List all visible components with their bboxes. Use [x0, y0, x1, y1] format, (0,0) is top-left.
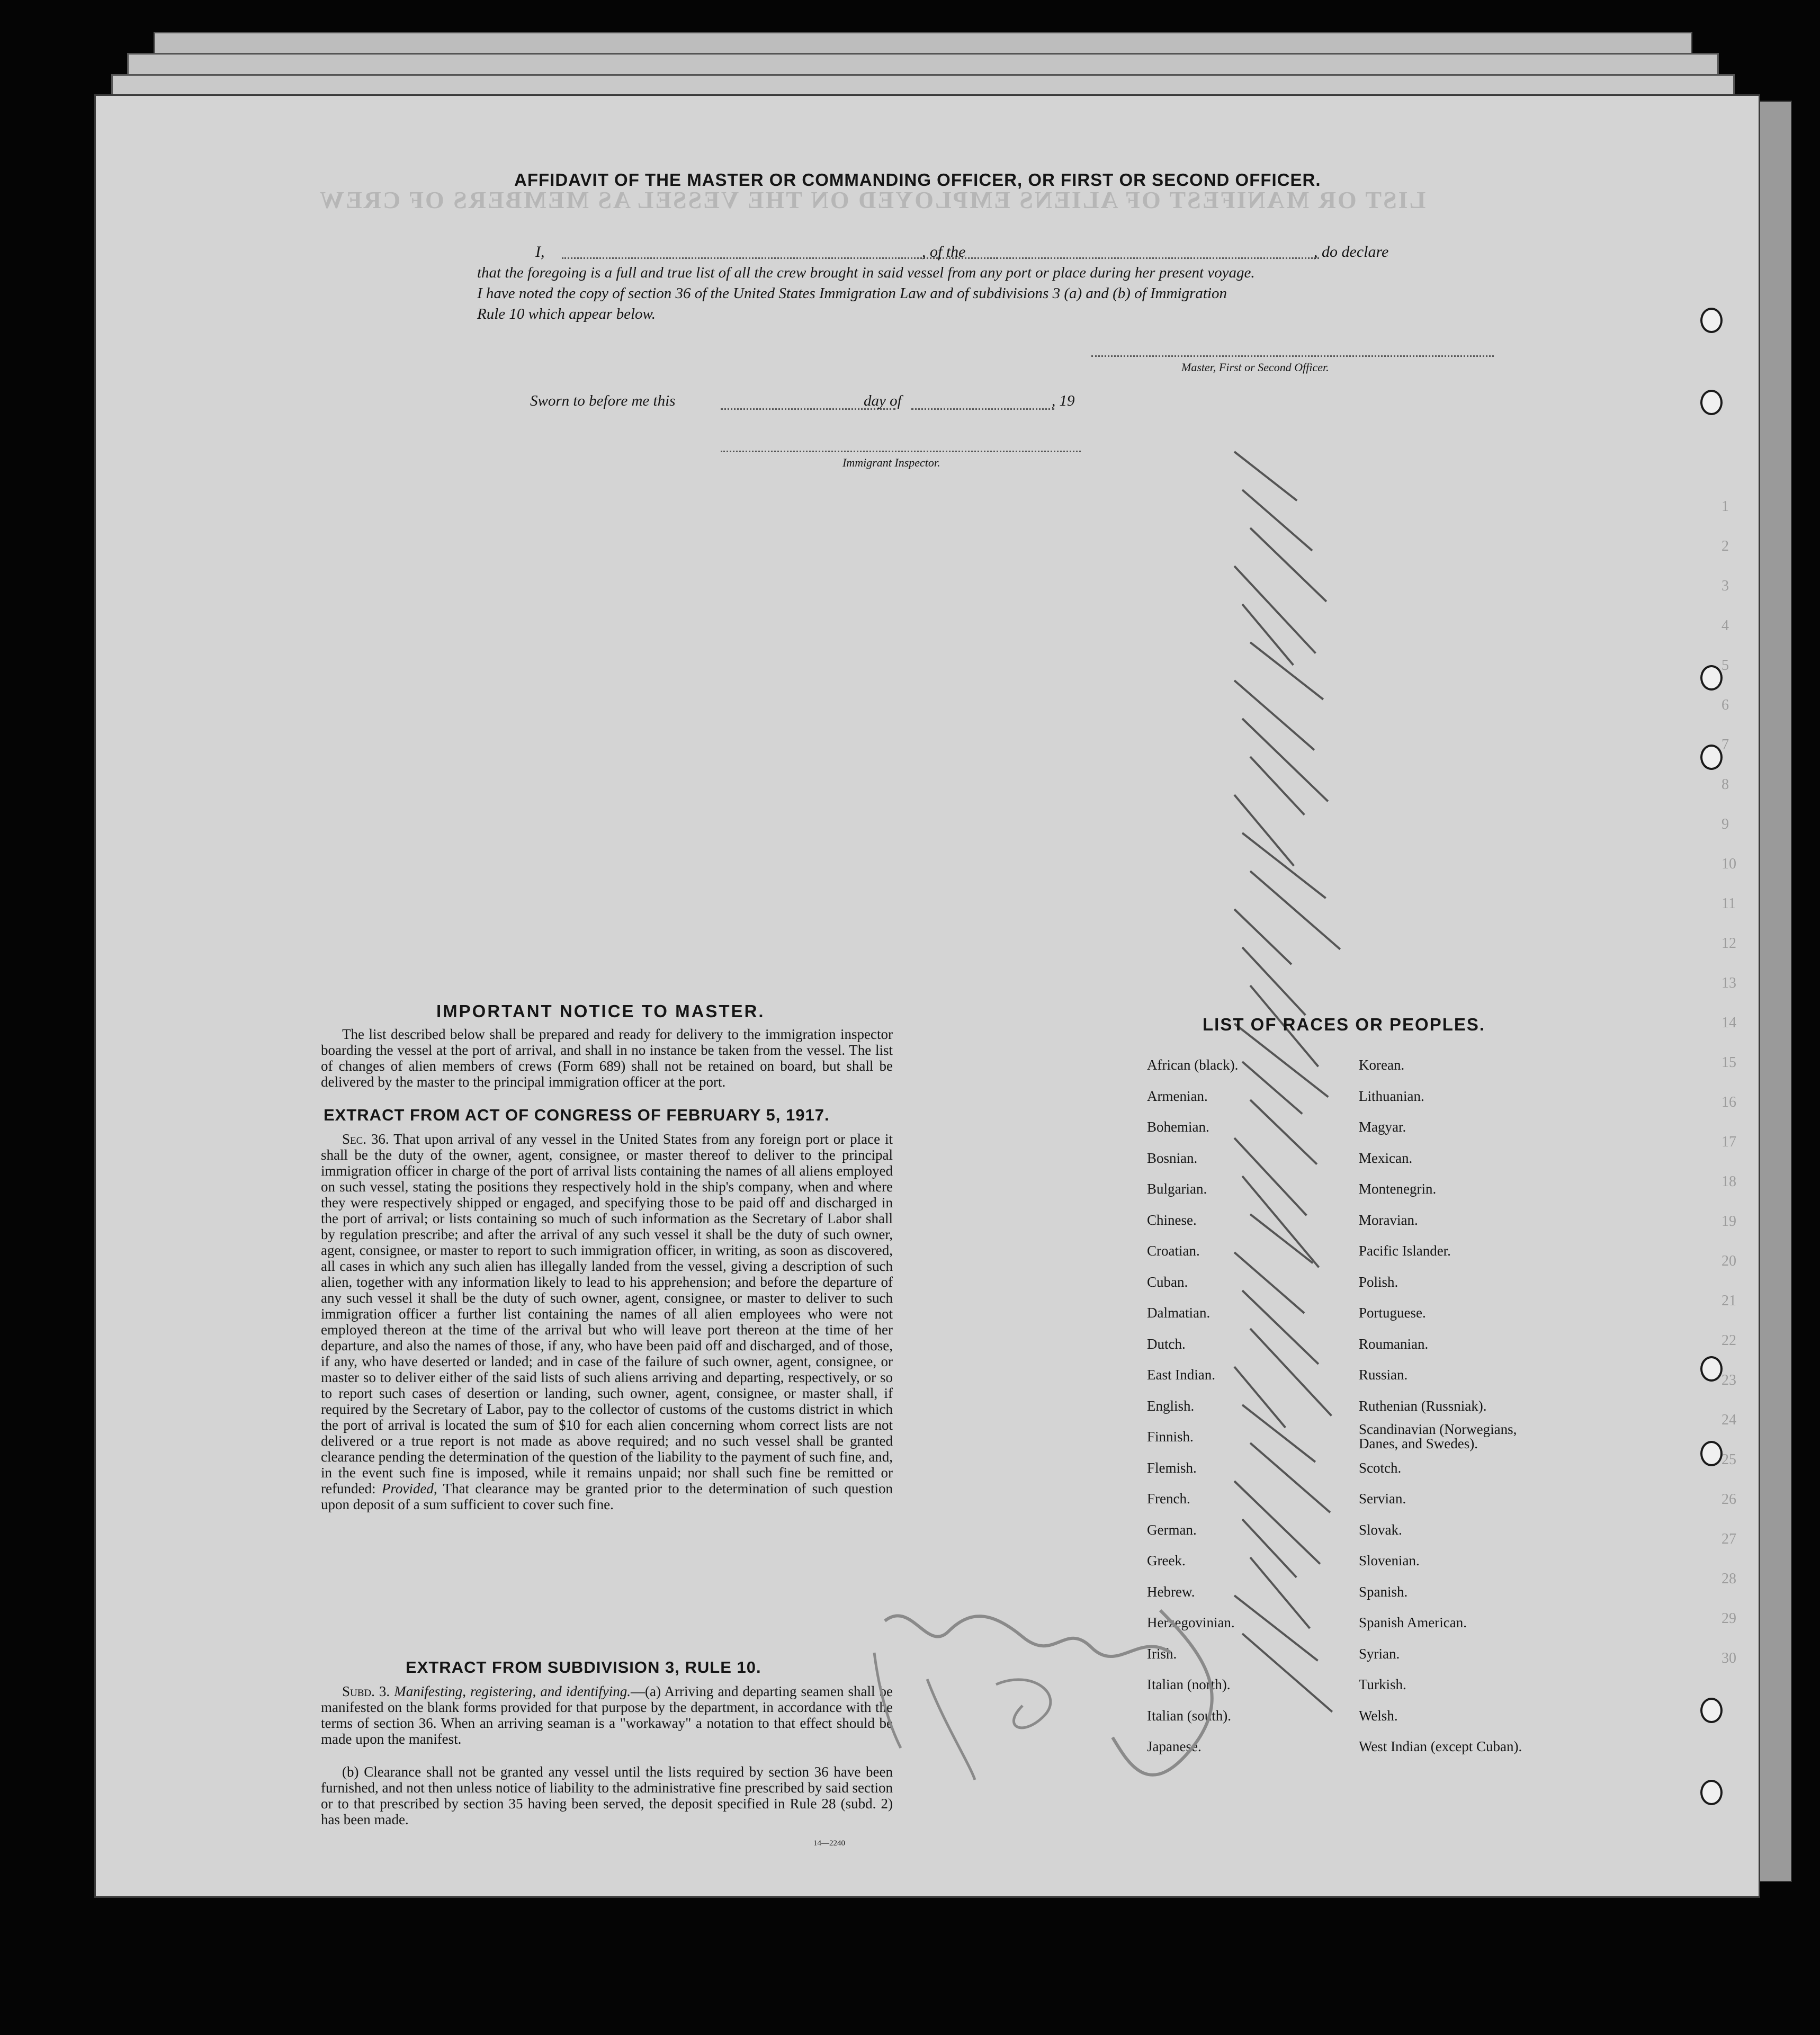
- race-item: Servian.: [1359, 1491, 1406, 1507]
- race-item: Moravian.: [1359, 1212, 1418, 1228]
- race-item: African (black).: [1147, 1057, 1239, 1073]
- race-item: Armenian.: [1147, 1088, 1208, 1104]
- extract-act-body: [321, 1131, 893, 1512]
- race-item: Dutch.: [1147, 1335, 1186, 1352]
- affidavit-do-declare: , do declare: [1314, 243, 1389, 261]
- race-item: Turkish.: [1359, 1677, 1406, 1692]
- punch-hole: [1700, 1698, 1723, 1723]
- race-item: Mexican.: [1359, 1150, 1413, 1166]
- race-item: Herzegovinian.: [1147, 1615, 1235, 1630]
- race-item: French.: [1147, 1491, 1190, 1507]
- race-item: Finnish.: [1147, 1429, 1194, 1445]
- bleed-row-number: 5: [1722, 657, 1729, 674]
- punch-hole: [1700, 665, 1723, 691]
- race-item: Magyar.: [1359, 1119, 1406, 1135]
- race-item: Chinese.: [1147, 1212, 1197, 1228]
- race-item: Italian (south).: [1147, 1707, 1231, 1724]
- pencil-tick: [1242, 947, 1306, 1016]
- pencil-tick: [1234, 451, 1298, 501]
- race-item: Croatian.: [1147, 1243, 1200, 1259]
- pencil-tick: [1234, 909, 1293, 965]
- affidavit-i-label: I,: [535, 243, 545, 261]
- manifest-page: [94, 94, 1760, 1898]
- race-item: German.: [1147, 1521, 1197, 1538]
- race-item: East Indian.: [1147, 1367, 1215, 1383]
- affidavit-line-3: Rule 10 which appear below.: [477, 306, 656, 322]
- race-item: English.: [1147, 1397, 1195, 1414]
- bleed-row-number: 16: [1722, 1094, 1736, 1110]
- bleed-row-number: 17: [1722, 1134, 1736, 1150]
- punch-hole: [1700, 390, 1723, 415]
- race-item: Cuban.: [1147, 1274, 1188, 1290]
- race-item: Montenegrin.: [1359, 1181, 1437, 1197]
- pencil-tick: [1250, 1442, 1331, 1513]
- bleed-row-number: 25: [1722, 1451, 1736, 1468]
- race-item: Flemish.: [1147, 1459, 1197, 1476]
- bleed-row-number: 24: [1722, 1412, 1736, 1428]
- bleed-row-number: 8: [1722, 776, 1729, 793]
- sworn-day-of: day of: [864, 392, 902, 409]
- pencil-tick: [1242, 832, 1326, 899]
- bleed-row-number: 18: [1722, 1173, 1736, 1190]
- race-item: Japanese.: [1147, 1738, 1202, 1754]
- punch-hole: [1700, 1780, 1723, 1805]
- affidavit-vessel-line: [996, 257, 1319, 259]
- bleed-row-number: 27: [1722, 1531, 1736, 1547]
- pencil-tick: [1242, 1404, 1316, 1463]
- master-signature-caption: Master, First or Second Officer.: [1181, 361, 1329, 374]
- race-item: Lithuanian.: [1359, 1088, 1424, 1104]
- affidavit-title: AFFIDAVIT OF THE MASTER OR COMMANDING OFFICER, OR FIRST OR SECOND OFFICER.: [514, 170, 1321, 190]
- race-item: Roumanian.: [1359, 1335, 1429, 1352]
- bleed-row-number: 30: [1722, 1650, 1736, 1666]
- race-item: Welsh.: [1359, 1707, 1398, 1724]
- pencil-tick: [1242, 1519, 1297, 1578]
- race-item: Syrian.: [1359, 1645, 1400, 1662]
- bleed-row-number: 7: [1722, 737, 1729, 753]
- pencil-tick: [1250, 527, 1328, 603]
- bleed-row-number: 4: [1722, 617, 1729, 634]
- sec-36-label: Sec. 36.: [342, 1131, 389, 1147]
- race-item: Hebrew.: [1147, 1583, 1195, 1600]
- master-signature-line: [1091, 355, 1494, 357]
- bleed-row-number: 26: [1722, 1491, 1736, 1508]
- bleed-row-number: 29: [1722, 1610, 1736, 1627]
- race-item: Spanish.: [1359, 1583, 1408, 1600]
- affidavit-line-2: I have noted the copy of section 36 of the United States Immigration Law and of subdivisions 3 (a) and (b) of Immigration: [477, 285, 1227, 302]
- handwritten-signature: [864, 1589, 1266, 1801]
- bleed-row-number: 19: [1722, 1213, 1736, 1230]
- affidavit-line-1: that the foregoing is a full and true list of all the crew brought in said vessel from any port or place during her present voyage.: [477, 264, 1255, 281]
- bleed-row-number: 1: [1722, 498, 1729, 515]
- punch-hole: [1700, 1441, 1723, 1466]
- race-item: Bohemian.: [1147, 1119, 1209, 1135]
- pencil-tick: [1234, 1251, 1305, 1314]
- race-item: Bulgarian.: [1147, 1181, 1207, 1197]
- race-item: Polish.: [1359, 1274, 1398, 1290]
- sec-36-text-end: That clearance may be granted prior to the determination of such question upon deposit of a sum sufficient to cover such fine.: [321, 1481, 893, 1512]
- pencil-tick: [1250, 1328, 1332, 1417]
- race-item: West Indian (except Cuban).: [1359, 1738, 1522, 1754]
- extract-rule-title: EXTRACT FROM SUBDIVISION 3, RULE 10.: [406, 1658, 761, 1677]
- bleed-row-number: 12: [1722, 935, 1736, 952]
- subd-3-title: Manifesting, registering, and identifying.: [394, 1683, 631, 1699]
- bleed-row-number: 13: [1722, 975, 1736, 991]
- bleed-row-number: 20: [1722, 1253, 1736, 1269]
- bleed-row-number: 11: [1722, 895, 1736, 912]
- sec-36-text: That upon arrival of any vessel in the United States from any foreign port or place it shall be the duty of the owner, agent, consignee, or master thereof to deliver to the principal immigration officer in charge of the port of arrival lists containing the names of all aliens employed on such vessel, stating the positions they respectively hold in the ship's company, when and where they were respectively shipped or engaged, and specifying those to be paid off and discharged in the port of arrival; or lists containing so much of such information as the Secretary of Labor shall by regulation prescribe; and after the arrival of any such vessel it shall be the duty of such owner, agent, consignee, or master to report to such immigration officer, in writing, as soon as discovered, all cases in which any such alien has illegally landed from the vessel, giving a description of such alien, together with any information likely to lead to his apprehension; and before the departure of any such vessel it shall be the duty of such owner, agent, consignee, or master to deliver to such immigration officer a further list containing the names of all alien employees who were not employed thereon at the time of the arrival but who will leave port thereon at the time of her departure, and also the names of those, if any, who have been paid off and discharged, and of those, if any, who have deserted or landed; and in case of the failure of such owner, agent, consignee, or master so to deliver either of the said lists of such aliens arriving and departing, respectively, or so to report such cases of desertion or landing, such owner, agent, consignee, or master shall, if required by the Secretary of Labor, pay to the collector of customs of the customs district in which the port of arrival is located the sum of $10 for each alien concerning whom correct lists are not delivered or a true report is not made as above required; and no such vessel shall be granted clearance pending the determination of the question of the liability to the payment of such fine, and, in the event such fine is imposed, while it remains unpaid; nor shall such fine be remitted or refunded:: [321, 1131, 893, 1496]
- punch-hole: [1700, 1356, 1723, 1382]
- races-title: LIST OF RACES OR PEOPLES.: [1203, 1015, 1486, 1034]
- race-item: Italian (north).: [1147, 1677, 1231, 1692]
- race-item: Greek.: [1147, 1553, 1186, 1568]
- notice-body: The list described below shall be prepared and ready for delivery to the immigration inspector boarding the vessel at the port of arrival, and shall in no instance be taken from the vessel. The list of changes of alien members of crews (Form 689) shall not be retained on board, but shall be delivered by the master to the principal immigration officer at the port.: [321, 1026, 893, 1090]
- bleed-row-number: 6: [1722, 697, 1729, 713]
- race-item: Spanish American.: [1359, 1615, 1467, 1630]
- pencil-tick: [1233, 794, 1295, 867]
- bleed-row-number: 2: [1722, 538, 1729, 554]
- race-item: Slovak.: [1359, 1521, 1402, 1538]
- sworn-label: Sworn to before me this: [530, 392, 676, 409]
- race-item: Irish.: [1147, 1645, 1177, 1662]
- pencil-tick: [1234, 1137, 1307, 1216]
- race-item: Scotch.: [1359, 1459, 1402, 1476]
- pencil-tick: [1250, 1099, 1318, 1165]
- bleed-row-number: 14: [1722, 1015, 1736, 1031]
- subd-3-para-a: —(a) Arriving and departing seamen shall be manifested on the blank forms provided for that purpose by the department, in accordance with the terms of section 36. When an arriving seaman is a "workaway" a notation to that effect should be made upon the manifest.: [321, 1683, 893, 1747]
- subd-3-label: Subd. 3.: [342, 1683, 390, 1699]
- pencil-tick: [1242, 1290, 1320, 1365]
- punch-hole: [1700, 308, 1723, 333]
- pencil-tick: [1250, 756, 1305, 815]
- extract-rule-para-a: [321, 1683, 893, 1747]
- bleed-row-number: 9: [1722, 816, 1729, 832]
- affidavit-of-the-label: , of the: [922, 243, 966, 261]
- form-number: 14—2240: [813, 1839, 845, 1848]
- race-item: Pacific Islander.: [1359, 1243, 1451, 1259]
- inspector-caption: Immigrant Inspector.: [842, 456, 940, 469]
- bleed-row-number: 21: [1722, 1293, 1736, 1309]
- bleed-through-header: LIST OR MANIFEST OF ALIENS EMPLOYED ON THE VESSEL AS MEMBERS OF CREW: [318, 186, 1426, 213]
- race-item: Bosnian.: [1147, 1150, 1198, 1166]
- race-item: Russian.: [1359, 1367, 1408, 1383]
- provided-word: Provided,: [381, 1481, 437, 1496]
- pencil-tick: [1234, 679, 1315, 750]
- extract-rule-para-b: (b) Clearance shall not be granted any vessel until the lists required by section 36 have been furnished, and not then unless notice of liability to the administrative fine prescribed by said section or to that prescribed by section 35 having been served, the deposit specified in Rule 28 (subd. 2) has been made.: [321, 1764, 893, 1827]
- race-item: Portuguese.: [1359, 1305, 1426, 1321]
- pencil-tick: [1242, 489, 1313, 551]
- sworn-month-line: [911, 408, 1054, 410]
- race-item: Korean.: [1359, 1057, 1405, 1073]
- race-item: Dalmatian.: [1147, 1305, 1211, 1321]
- extract-act-title: EXTRACT FROM ACT OF CONGRESS OF FEBRUARY 5, 1917.: [324, 1106, 830, 1124]
- inspector-signature-line: [721, 451, 1081, 452]
- punch-hole: [1700, 745, 1723, 770]
- bleed-row-number: 23: [1722, 1372, 1736, 1388]
- race-item: Ruthenian (Russniak).: [1359, 1397, 1487, 1414]
- race-item: Scandinavian (Norwegians, Danes, and Swedes).: [1359, 1421, 1517, 1451]
- bleed-row-number: 15: [1722, 1054, 1736, 1071]
- bleed-row-number: 28: [1722, 1571, 1736, 1587]
- bleed-row-number: 22: [1722, 1332, 1736, 1349]
- bleed-row-number: 10: [1722, 856, 1736, 872]
- sworn-year: , 19: [1052, 392, 1075, 409]
- bleed-row-number: 3: [1722, 578, 1729, 594]
- race-item: Slovenian.: [1359, 1553, 1420, 1568]
- notice-title: IMPORTANT NOTICE TO MASTER.: [436, 1001, 765, 1021]
